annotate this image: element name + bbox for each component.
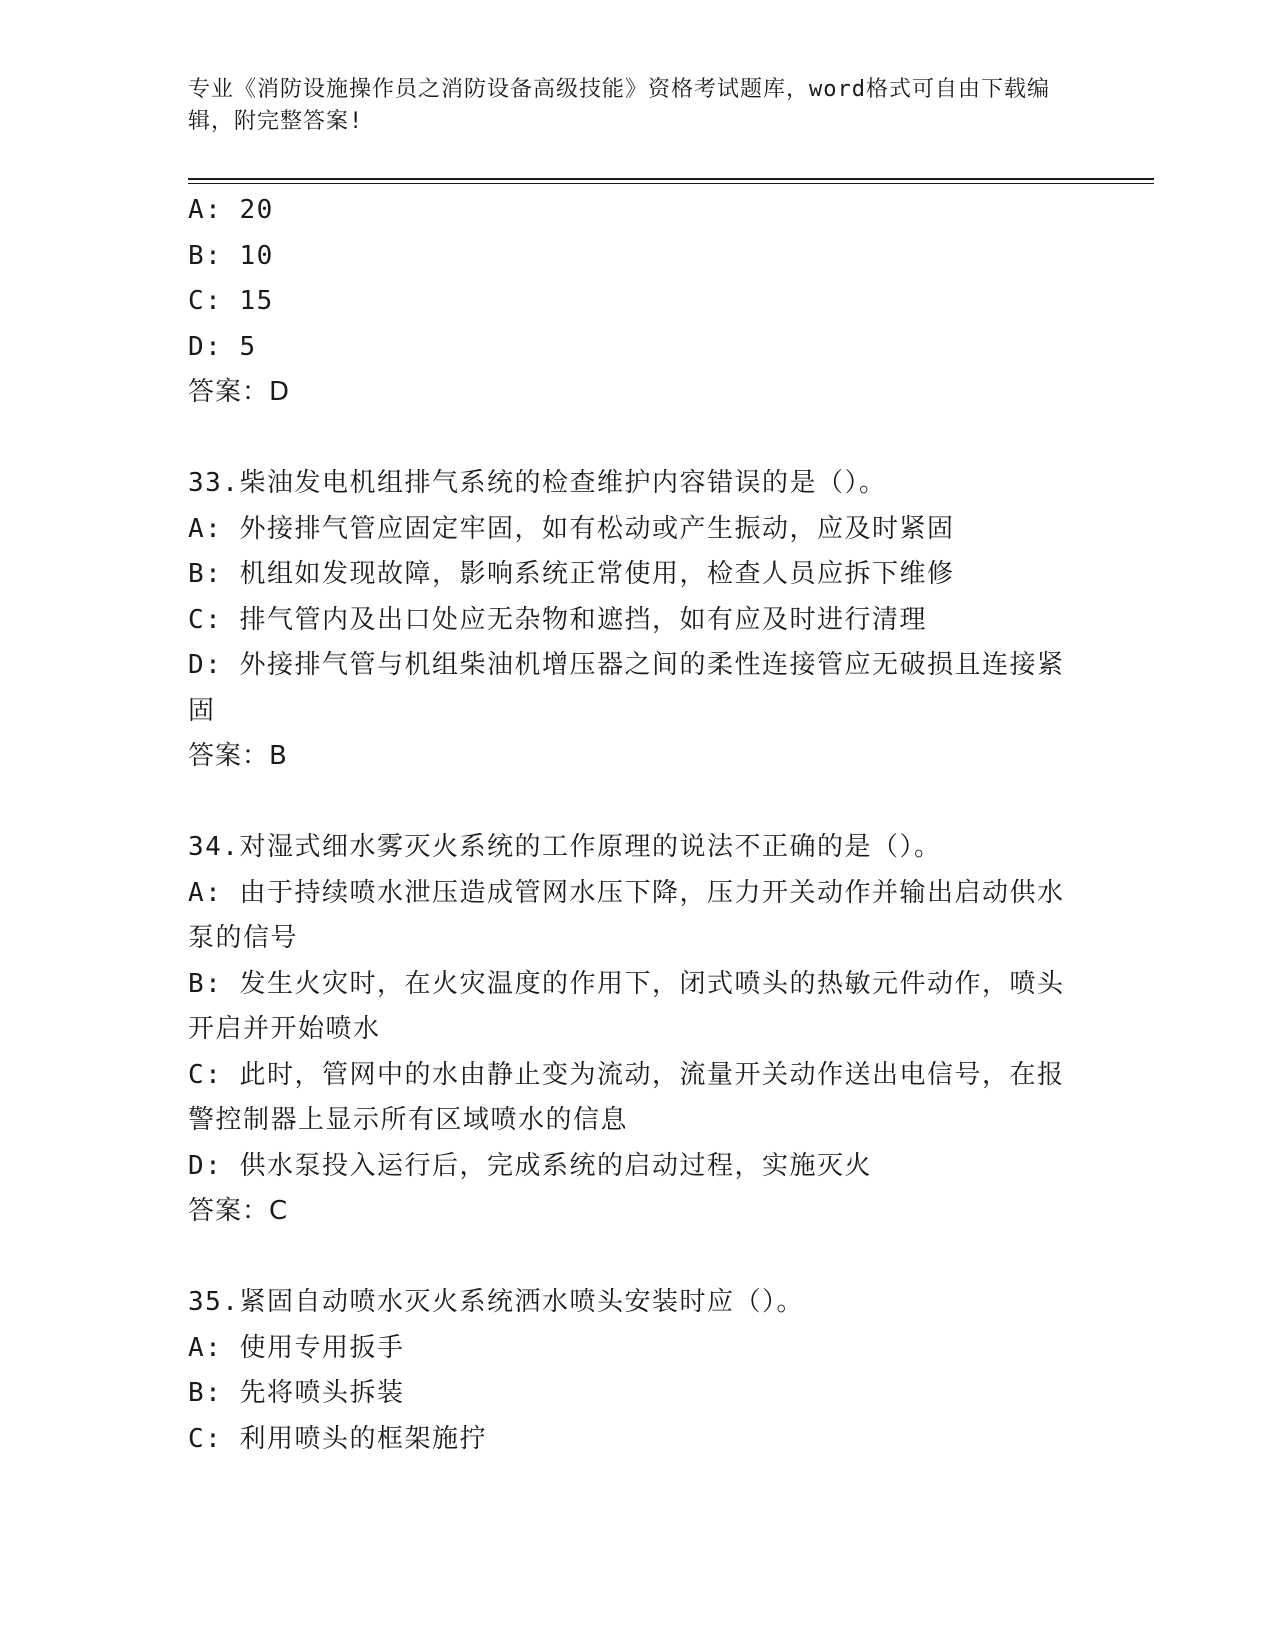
answer-label: 答案：B xyxy=(188,741,288,771)
option-c: C: 此时，管网中的水由静止变为流动，流量开关动作送出电信号，在报警控制器上显示所有区域喷水的信息 xyxy=(188,1059,1065,1135)
option-c: C: 利用喷头的框架施拧 xyxy=(188,1423,487,1454)
spacer xyxy=(188,1235,1068,1281)
answer-label: 答案：C xyxy=(188,1196,289,1226)
question-35 xyxy=(188,1280,1068,1462)
option-c: C: 排气管内及出口处应无杂物和遮挡，如有应及时进行清理 xyxy=(188,604,927,635)
question-stem: 34.对湿式细水雾灭火系统的工作原理的说法不正确的是（）。 xyxy=(188,832,942,862)
option-d: D: 外接排气管与机组柴油机增压器之间的柔性连接管应无破损且连接紧固 xyxy=(188,650,1065,726)
question-34 xyxy=(188,825,1068,1235)
option-d: D: 供水泵投入运行后，完成系统的启动过程，实施灭火 xyxy=(188,1150,872,1181)
option-c: C: 15 xyxy=(188,286,274,316)
option-b: B: 机组如发现故障，影响系统正常使用，检查人员应拆下维修 xyxy=(188,559,955,589)
option-b: B: 发生火灾时，在火灾温度的作用下，闭式喷头的热敏元件动作，喷头开启并开始喷水 xyxy=(188,968,1065,1044)
option-a: A: 由于持续喷水泄压造成管网水压下降，压力开关动作并输出启动供水泵的信号 xyxy=(188,877,1065,953)
option-d: D: 5 xyxy=(188,331,257,362)
question-stem: 33.柴油发电机组排气系统的检查维护内容错误的是（）。 xyxy=(188,468,887,498)
option-a: A: 20 xyxy=(188,195,274,225)
header-divider-thick xyxy=(188,178,1154,180)
spacer xyxy=(188,416,1068,462)
option-a: A: 外接排气管应固定牢固，如有松动或产生振动，应及时紧固 xyxy=(188,513,955,544)
question-list xyxy=(188,188,1068,1462)
option-b: B: 10 xyxy=(188,240,274,271)
answer-label: 答案：D xyxy=(188,377,291,407)
option-b: B: 先将喷头拆装 xyxy=(188,1378,405,1408)
document-header: 专业《消防设施操作员之消防设备高级技能》资格考试题库，word格式可自由下载编辑，附完整答案! xyxy=(188,77,1050,134)
question-32 xyxy=(188,188,1068,416)
option-a: A: 使用专用扳手 xyxy=(188,1332,405,1363)
question-33 xyxy=(188,461,1068,780)
header-divider-thin xyxy=(188,183,1154,184)
question-stem: 35.紧固自动喷水灭火系统洒水喷头安装时应（）。 xyxy=(188,1287,804,1317)
spacer xyxy=(188,780,1068,826)
